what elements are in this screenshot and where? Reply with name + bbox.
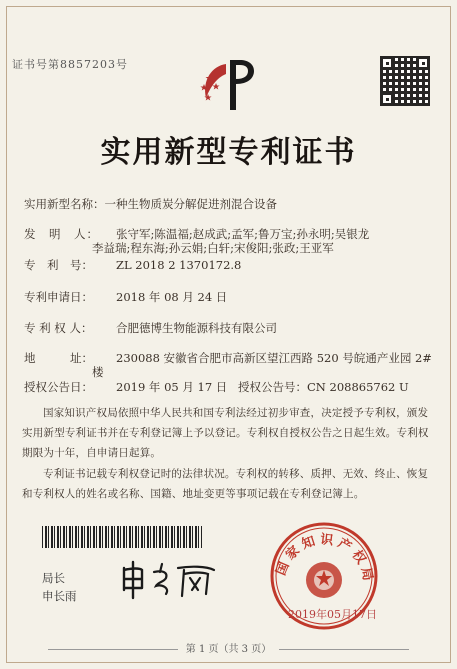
patent-number-label: 专 利 号： xyxy=(24,258,93,272)
patent-number-value: ZL 2018 2 1370172.8 xyxy=(116,258,242,272)
address-value-line2: 楼 xyxy=(92,365,104,379)
certificate-number: 证书号第8857203号 xyxy=(12,58,128,71)
utility-model-name-value: 一种生物质炭分解促进剂混合设备 xyxy=(104,197,277,211)
director-title: 局长 xyxy=(42,571,65,585)
grant-date-row xyxy=(24,379,227,395)
inventor-row-2 xyxy=(92,240,334,256)
grant-number-label: 授权公告号： xyxy=(238,380,307,394)
notice-paragraph-2: 专利证书记载专利权登记时的法律状况。专利权的转移、质押、无效、终止、恢复和专利权人的姓名或名称、国籍、地址变更等事项记载在专利登记簿上。 xyxy=(22,468,429,500)
notice-paragraph-1: 国家知识产权局依照中华人民共和国专利法经过初步审查，决定授予专利权，颁发实用新型专利证书并在专利登记簿上予以登记。专利权自授权公告之日起生效。专利权期限为十年，自申请日起算。 xyxy=(22,407,429,459)
inventor-label: 发 明 人： xyxy=(24,227,99,241)
qr-code-icon xyxy=(380,56,430,106)
svg-text:国家知识产权局: 国家知识产权局 xyxy=(273,532,376,586)
page-title: 实用新型专利证书 xyxy=(100,135,357,170)
address-label: 地 址： xyxy=(24,351,93,365)
filing-date-label: 专利申请日： xyxy=(24,290,93,304)
cnipa-logo-icon xyxy=(196,54,260,116)
grant-number-value: CN 208865762 U xyxy=(307,380,409,394)
page-number-label: 第 1 页（共 3 页） xyxy=(185,644,272,655)
barcode-icon xyxy=(42,526,202,548)
utility-model-name-label: 实用新型名称： xyxy=(24,197,105,211)
patent-number-row xyxy=(24,257,241,273)
director-name: 申长雨 xyxy=(42,589,77,603)
grant-number-row xyxy=(238,379,409,395)
grant-date-label: 授权公告日： xyxy=(24,380,93,394)
grant-date-value: 2019 年 05 月 17 日 xyxy=(116,380,228,394)
director-signature xyxy=(118,560,228,600)
utility-model-name-row xyxy=(24,196,277,212)
page-number xyxy=(0,640,457,655)
patentee-label: 专 利 权 人： xyxy=(24,321,93,335)
inventor-value-line1: 张守军;陈温福;赵成武;孟军;鲁万宝;孙永明;吴银龙 xyxy=(116,227,370,241)
inventor-value-line2: 李益瑞;程东海;孙云娟;白轩;宋俊阳;张政;王亚军 xyxy=(92,241,334,255)
patentee-row xyxy=(24,320,277,336)
seal-date: 2019年05月17日 xyxy=(288,608,377,621)
address-row xyxy=(24,350,432,366)
filing-date-value: 2018 年 08 月 24 日 xyxy=(116,290,228,304)
filing-date-row xyxy=(24,289,227,305)
address-row-2 xyxy=(92,364,104,380)
address-value-line1: 230088 安徽省合肥市高新区望江西路 520 号皖通产业园 2# xyxy=(116,351,432,365)
patentee-value: 合肥德博生物能源科技有限公司 xyxy=(116,321,277,335)
